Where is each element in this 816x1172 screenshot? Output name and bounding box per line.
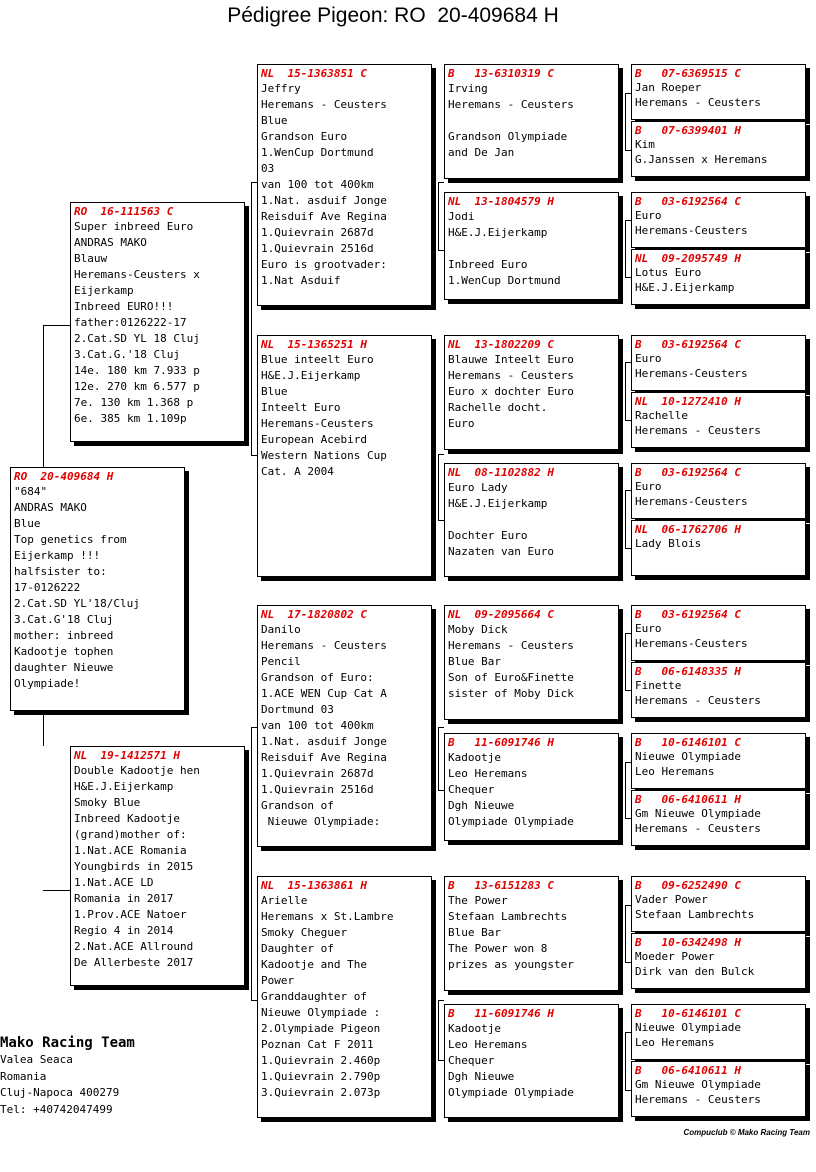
pigeon-info-line: 2.Olympiade Pigeon <box>261 1022 381 1035</box>
pigeon-info-line: Heremans-Ceusters <box>635 494 748 508</box>
pigeon-info-line: 1.Quievrain 2687d <box>261 226 374 239</box>
pigeon-info-line: Reisduif Ave Regina <box>261 210 387 223</box>
pigeon-info-line: Heremans - Ceusters <box>635 1092 761 1106</box>
pigeon-card-g9 <box>631 605 806 661</box>
connector-line <box>438 182 439 250</box>
pigeon-info-line: 3.Quievrain 2.073p <box>261 1086 381 1099</box>
ring-number: NL 10-1272410 H <box>635 395 741 408</box>
ring-number: B 13-6310319 C <box>448 67 554 80</box>
pigeon-info-line: Leo Heremans <box>635 764 715 778</box>
pigeon-info-line: 1.Quievrain 2516d <box>261 783 374 796</box>
pigeon-card-g13 <box>631 876 806 932</box>
pigeon-info-line: Euro x dochter Euro <box>448 385 574 398</box>
pigeon-info-line: Gm Nieuwe Olympiade <box>635 1078 761 1091</box>
pigeon-info-line: Jodi <box>448 210 475 223</box>
pigeon-info-line: "684" <box>14 485 48 498</box>
connector-line <box>625 490 626 548</box>
connector-line <box>251 455 257 456</box>
connector-line <box>251 1000 257 1001</box>
pigeon-card-g6 <box>631 392 806 448</box>
pigeon-card-ddd <box>444 1004 619 1118</box>
pigeon-info-line: H&E.J.Eijerkamp <box>448 226 548 239</box>
ring-number: B 07-6399401 H <box>635 124 741 137</box>
ring-number: B 03-6192564 C <box>635 466 741 479</box>
pigeon-info-line: Daughter of <box>261 942 334 955</box>
connector-line <box>625 420 631 421</box>
ring-number: NL 15-1365251 H <box>261 338 367 351</box>
pigeon-info-line: Heremans-Ceusters <box>635 223 748 237</box>
connector-line <box>438 454 444 455</box>
pigeon-info-line: 03 <box>261 162 275 175</box>
pigeon-info-line: Eijerkamp <box>74 284 134 297</box>
ring-number: B 10-6342498 H <box>635 936 741 949</box>
pigeon-info-line: H&E.J.Eijerkamp <box>635 280 735 294</box>
ring-number: NL 15-1363851 C <box>261 67 367 80</box>
pigeon-info-line: Super inbreed Euro <box>74 220 194 233</box>
pigeon-info-line: Reisduif Ave Regina <box>261 751 387 764</box>
pigeon-info-line: 1.Prov.ACE Natoer <box>74 908 187 921</box>
pigeon-card-g16 <box>631 1061 806 1117</box>
ring-number: NL 08-1102882 H <box>448 466 554 479</box>
pigeon-info-line: Heremans-Ceusters <box>261 417 374 430</box>
pigeon-info-line: Nieuwe Olympiade: <box>261 815 381 828</box>
pigeon-info-line: Blue Bar <box>448 926 501 939</box>
connector-line <box>625 818 631 819</box>
pigeon-info-line: Poznan Cat F 2011 <box>261 1038 374 1051</box>
ring-number: B 06-6148335 H <box>635 665 741 678</box>
ring-number: NL 17-1820802 C <box>261 608 367 621</box>
pigeon-info-line: 6e. 385 km 1.109p <box>74 412 187 425</box>
pigeon-info-line: 1.Nat.ACE Romania <box>74 844 187 857</box>
team-address-line: Romania <box>0 1069 47 1083</box>
pigeon-info-line: 1.Quievrain 2.790p <box>261 1070 381 1083</box>
pigeon-info-line: Nieuwe Olympiade <box>635 1021 741 1034</box>
pigeon-info-line: Heremans - Ceusters <box>448 369 574 382</box>
pigeon-info-line: 1.WenCup Dortmund <box>448 274 561 287</box>
pigeon-card-ssd <box>444 192 619 300</box>
pigeon-info-line: Dgh Nieuwe <box>448 799 515 812</box>
pigeon-info-line: Heremans - Ceusters <box>261 639 387 652</box>
pigeon-card-sire <box>70 202 245 442</box>
ring-number: B 09-6252490 C <box>635 879 741 892</box>
pigeon-info-line: Inbreed Euro <box>448 258 528 271</box>
connector-line <box>625 93 626 150</box>
pigeon-info-line: 1.ACE WEN Cup Cat A <box>261 687 387 700</box>
pigeon-info-line: Chequer <box>448 783 495 796</box>
pigeon-card-g14 <box>631 933 806 989</box>
pigeon-info-line: and De Jan <box>448 146 515 159</box>
pigeon-info-line: Euro Lady <box>448 481 508 494</box>
connector-line <box>625 93 631 94</box>
pigeon-info-line: 1.Nat.ACE LD <box>74 876 154 889</box>
connector-line <box>438 1000 439 1060</box>
connector-line <box>438 454 439 520</box>
ring-number: RO 16-111563 C <box>74 205 174 218</box>
pigeon-info-line: Double Kadootje hen <box>74 764 200 777</box>
connector-line <box>625 762 631 763</box>
pigeon-info-line: Finette <box>635 679 682 692</box>
pigeon-info-line: 3.Cat.G.'18 Cluj <box>74 348 180 361</box>
pigeon-info-line: daughter Nieuwe <box>14 661 114 674</box>
connector-line <box>625 962 631 963</box>
connector-line <box>43 890 70 891</box>
connector-line <box>251 182 257 183</box>
connector-line <box>438 182 444 183</box>
pigeon-info-line: Cat. A 2004 <box>261 465 334 478</box>
connector-line <box>251 727 252 1000</box>
connector-line <box>43 325 44 467</box>
team-phone: Tel: +40742047499 <box>0 1102 113 1116</box>
pigeon-info-line: Inbreed EURO!!! <box>74 300 174 313</box>
pigeon-card-dds <box>444 876 619 991</box>
pigeon-info-line: Nazaten van Euro <box>448 545 554 558</box>
pigeon-info-line: Youngbirds in 2015 <box>74 860 194 873</box>
pigeon-info-line: Heremans - Ceusters <box>448 639 574 652</box>
pigeon-info-line <box>448 241 615 257</box>
connector-line <box>625 362 631 363</box>
pigeon-info-line: Dirk van den Bulck <box>635 964 755 978</box>
pigeon-info-line: Euro <box>635 209 662 222</box>
pigeon-info-line: 1.Nat. asduif Jonge <box>261 194 387 207</box>
ring-number: B 03-6192564 C <box>635 195 741 208</box>
footer-credit: Compuclub © Mako Racing Team <box>683 1128 810 1137</box>
pigeon-info-line: G.Janssen x Heremans <box>635 152 768 166</box>
pigeon-info-line: Regio 4 in 2014 <box>74 924 174 937</box>
pigeon-info-line: Inteelt Euro <box>261 401 341 414</box>
pigeon-info-line: 17-0126222 <box>14 581 81 594</box>
ring-number: B 03-6192564 C <box>635 608 741 621</box>
pigeon-info-line: Dochter Euro <box>448 529 528 542</box>
pigeon-info-line: Dgh Nieuwe <box>448 1070 515 1083</box>
pigeon-info-line: Leo Heremans <box>635 1035 715 1049</box>
pigeon-info-line: Blue <box>14 517 41 530</box>
pigeon-info-line: Western Nations Cup <box>261 449 387 462</box>
pigeon-info-line: 1.Nat Asduif <box>261 274 341 287</box>
pigeon-info-line: Granddaughter of <box>261 990 367 1003</box>
pigeon-card-g11 <box>631 733 806 789</box>
ring-number: NL 09-2095749 H <box>635 252 741 265</box>
pigeon-info-line: Kadootje <box>448 1022 501 1035</box>
pigeon-info-line: Euro <box>635 352 662 365</box>
pigeon-info-line: Heremans - Ceusters <box>635 95 761 109</box>
connector-line <box>625 905 626 962</box>
pigeon-info-line: Rachelle <box>635 409 688 422</box>
connector-line <box>625 362 626 420</box>
ring-number: B 06-6410611 H <box>635 1064 741 1077</box>
connector-line <box>625 690 631 691</box>
connector-line <box>625 905 631 906</box>
connector-line <box>43 325 70 326</box>
connector-line <box>625 277 631 278</box>
pigeon-card-g12 <box>631 790 806 846</box>
connector-line <box>438 1000 444 1001</box>
pigeon-info-line: Lady Blois <box>635 537 702 550</box>
pigeon-info-line: Leo Heremans <box>448 1038 528 1051</box>
pigeon-info-line: mother: inbreed <box>14 629 114 642</box>
pigeon-info-line: Grandson Euro <box>261 130 348 143</box>
pigeon-card-g1 <box>631 64 806 120</box>
pigeon-info-line: Jan Roeper <box>635 81 702 94</box>
pigeon-card-dd <box>257 876 432 1118</box>
page-title: Pédigree Pigeon: RO 20-409684 H <box>227 4 559 27</box>
pigeon-info-line: halfsister to: <box>14 565 107 578</box>
pigeon-card-g3 <box>631 192 806 248</box>
pigeon-info-line: Blue <box>261 385 288 398</box>
ring-number: B 10-6146101 C <box>635 736 741 749</box>
ring-number: B 11-6091746 H <box>448 736 554 749</box>
pigeon-info-line: 1.Quievrain 2516d <box>261 242 374 255</box>
connector-line <box>625 548 631 549</box>
pigeon-info-line: Kadootje tophen <box>14 645 114 658</box>
pigeon-info-line: Heremans x St.Lambre <box>261 910 394 923</box>
ring-number: B 11-6091746 H <box>448 1007 554 1020</box>
pigeon-card-subject <box>10 467 185 711</box>
ring-number: B 10-6146101 C <box>635 1007 741 1020</box>
connector-line <box>438 250 444 251</box>
pigeon-card-g10 <box>631 662 806 718</box>
pigeon-info-line: 1.Quievrain 2.460p <box>261 1054 381 1067</box>
pigeon-info-line: 2.Cat.SD YL'18/Cluj <box>14 597 140 610</box>
pigeon-info-line: Blue Bar <box>448 655 501 668</box>
connector-line <box>625 220 626 277</box>
pigeon-info-line: father:0126222-17 <box>74 316 187 329</box>
pigeon-info-line: Grandson of <box>261 799 334 812</box>
pigeon-card-g7 <box>631 463 806 519</box>
pigeon-info-line <box>448 512 615 528</box>
team-name: Mako Racing Team <box>0 1035 135 1051</box>
pigeon-info-line: prizes as youngster <box>448 958 574 971</box>
pigeon-info-line: Chequer <box>448 1054 495 1067</box>
connector-line <box>625 220 631 221</box>
pigeon-info-line: Olympiade! <box>14 677 81 690</box>
pigeon-info-line: Grandson of Euro: <box>261 671 374 684</box>
pigeon-card-g8 <box>631 520 806 576</box>
ring-number: NL 13-1804579 H <box>448 195 554 208</box>
pigeon-info-line: Heremans - Ceusters <box>635 821 761 835</box>
pigeon-info-line: Stefaan Lambrechts <box>635 907 755 921</box>
pigeon-info-line: Heremans-Ceusters <box>635 636 748 650</box>
pigeon-card-dsd <box>444 733 619 841</box>
pigeon-info-line: Inbreed Kadootje <box>74 812 180 825</box>
pigeon-info-line: European Acebird <box>261 433 367 446</box>
pigeon-info-line: The Power <box>448 894 508 907</box>
pigeon-info-line: 3.Cat.G'18 Cluj <box>14 613 114 626</box>
pigeon-info-line: Olympiade Olympiade <box>448 1086 574 1099</box>
connector-line <box>625 633 631 634</box>
pigeon-info-line: 2.Cat.SD YL 18 Cluj <box>74 332 200 345</box>
pigeon-info-line: Irving <box>448 82 488 95</box>
pigeon-info-line: 2.Nat.ACE Allround <box>74 940 194 953</box>
pigeon-info-line: 14e. 180 km 7.933 p <box>74 364 200 377</box>
pigeon-info-line: Vader Power <box>635 893 708 906</box>
pigeon-card-sss <box>444 64 619 179</box>
pigeon-info-line: (grand)mother of: <box>74 828 187 841</box>
pigeon-info-line: Top genetics from <box>14 533 127 546</box>
connector-line <box>625 1032 631 1033</box>
pigeon-info-line: 1.Nat. asduif Jonge <box>261 735 387 748</box>
pigeon-info-line: Moeder Power <box>635 950 715 963</box>
ring-number: NL 13-1802209 C <box>448 338 554 351</box>
pigeon-info-line: Arielle <box>261 894 308 907</box>
pigeon-card-sds <box>444 335 619 450</box>
pigeon-info-line: Gm Nieuwe Olympiade <box>635 807 761 820</box>
connector-line <box>438 727 439 790</box>
connector-line <box>438 727 444 728</box>
pigeon-info-line: 12e. 270 km 6.577 p <box>74 380 200 393</box>
pigeon-info-line: Dortmund 03 <box>261 703 334 716</box>
pigeon-card-g15 <box>631 1004 806 1060</box>
pigeon-info-line: van 100 tot 400km <box>261 178 374 191</box>
connector-line <box>625 633 626 690</box>
pigeon-info-line: Nieuwe Olympiade <box>635 750 741 763</box>
connector-line <box>251 727 257 728</box>
connector-line <box>625 1032 626 1090</box>
pigeon-info-line: 7e. 130 km 1.368 p <box>74 396 194 409</box>
pigeon-info-line: Heremans - Ceusters <box>261 98 387 111</box>
pigeon-info-line: Rachelle docht. <box>448 401 548 414</box>
pigeon-info-line: Blauw <box>74 252 108 265</box>
pigeon-info-line: Blauwe Inteelt Euro <box>448 353 574 366</box>
pigeon-info-line: Power <box>261 974 295 987</box>
pigeon-info-line: Smoky Cheguer <box>261 926 348 939</box>
pigeon-info-line: Heremans - Ceusters <box>448 98 574 111</box>
pigeon-info-line: ANDRAS MAKO <box>14 501 87 514</box>
ring-number: B 07-6369515 C <box>635 67 741 80</box>
pigeon-info-line: Heremans-Ceusters <box>635 366 748 380</box>
pigeon-info-line: The Power won 8 <box>448 942 548 955</box>
pigeon-card-dss <box>444 605 619 720</box>
connector-line <box>43 711 44 746</box>
pigeon-info-line: Euro <box>635 480 662 493</box>
team-info <box>0 1034 135 1118</box>
pigeon-info-line: Moby Dick <box>448 623 508 636</box>
connector-line <box>625 150 631 151</box>
connector-line <box>438 790 444 791</box>
pigeon-info-line: Stefaan Lambrechts <box>448 910 568 923</box>
connector-line <box>251 182 252 455</box>
connector-line <box>438 520 444 521</box>
pigeon-info-line: Heremans-Ceusters x <box>74 268 200 281</box>
ring-number: NL 06-1762706 H <box>635 523 741 536</box>
pigeon-info-line: H&E.J.Eijerkamp <box>448 497 548 510</box>
connector-line <box>625 490 631 491</box>
pigeon-card-ss <box>257 64 432 306</box>
pigeon-info-line: Kadootje and The <box>261 958 367 971</box>
pigeon-info-line: Heremans - Ceusters <box>635 423 761 437</box>
pigeon-info-line: H&E.J.Eijerkamp <box>74 780 174 793</box>
pigeon-info-line: Blue <box>261 114 288 127</box>
pigeon-info-line: 1.Quievrain 2687d <box>261 767 374 780</box>
connector-line <box>438 1060 444 1061</box>
pigeon-card-g4 <box>631 249 806 305</box>
ring-number: NL 19-1412571 H <box>74 749 180 762</box>
pigeon-card-dam <box>70 746 245 986</box>
pigeon-info-line: Kadootje <box>448 751 501 764</box>
ring-number: B 06-6410611 H <box>635 793 741 806</box>
pigeon-card-sdd <box>444 463 619 577</box>
pigeon-info-line: Smoky Blue <box>74 796 141 809</box>
ring-number: NL 15-1363861 H <box>261 879 367 892</box>
pigeon-info-line: sister of Moby Dick <box>448 687 574 700</box>
pigeon-card-ds <box>257 605 432 847</box>
connector-line <box>625 762 626 818</box>
pigeon-info-line: Son of Euro&Finette <box>448 671 574 684</box>
pigeon-info-line: Nieuwe Olympiade : <box>261 1006 381 1019</box>
pigeon-card-g5 <box>631 335 806 391</box>
pigeon-info-line: Leo Heremans <box>448 767 528 780</box>
pigeon-card-sd <box>257 335 432 577</box>
pigeon-info-line: Jeffry <box>261 82 301 95</box>
team-address-line: Cluj-Napoca 400279 <box>0 1086 120 1099</box>
pigeon-info-line: Eijerkamp !!! <box>14 549 101 562</box>
connector-line <box>625 1090 631 1091</box>
ring-number: B 03-6192564 C <box>635 338 741 351</box>
pigeon-info-line: Blue inteelt Euro <box>261 353 374 366</box>
pigeon-info-line: Lotus Euro <box>635 266 702 279</box>
ring-number: RO 20-409684 H <box>14 470 114 483</box>
pigeon-info-line: Kim <box>635 138 655 151</box>
pigeon-info-line: 1.WenCup Dortmund <box>261 146 374 159</box>
pigeon-info-line: Grandson Olympiade <box>448 130 568 143</box>
ring-number: B 13-6151283 C <box>448 879 554 892</box>
team-address-line: Valea Seaca <box>0 1053 73 1066</box>
pigeon-info-line: van 100 tot 400km <box>261 719 374 732</box>
pigeon-info-line: Olympiade Olympiade <box>448 815 574 828</box>
pigeon-info-line: Heremans - Ceusters <box>635 693 761 707</box>
pigeon-info-line: H&E.J.Eijerkamp <box>261 369 361 382</box>
pigeon-info-line: ANDRAS MAKO <box>74 236 147 249</box>
pigeon-info-line: Pencil <box>261 655 301 668</box>
pigeon-card-g2 <box>631 121 806 177</box>
pigeon-info-line: Euro is grootvader: <box>261 258 387 271</box>
pigeon-info-line: Euro <box>635 622 662 635</box>
pigeon-info-line: Romania in 2017 <box>74 892 174 905</box>
pigeon-info-line: Danilo <box>261 623 301 636</box>
pigeon-info-line: De Allerbeste 2017 <box>74 956 194 969</box>
pigeon-info-line <box>448 113 615 129</box>
pigeon-info-line: Euro <box>448 417 475 430</box>
ring-number: NL 09-2095664 C <box>448 608 554 621</box>
